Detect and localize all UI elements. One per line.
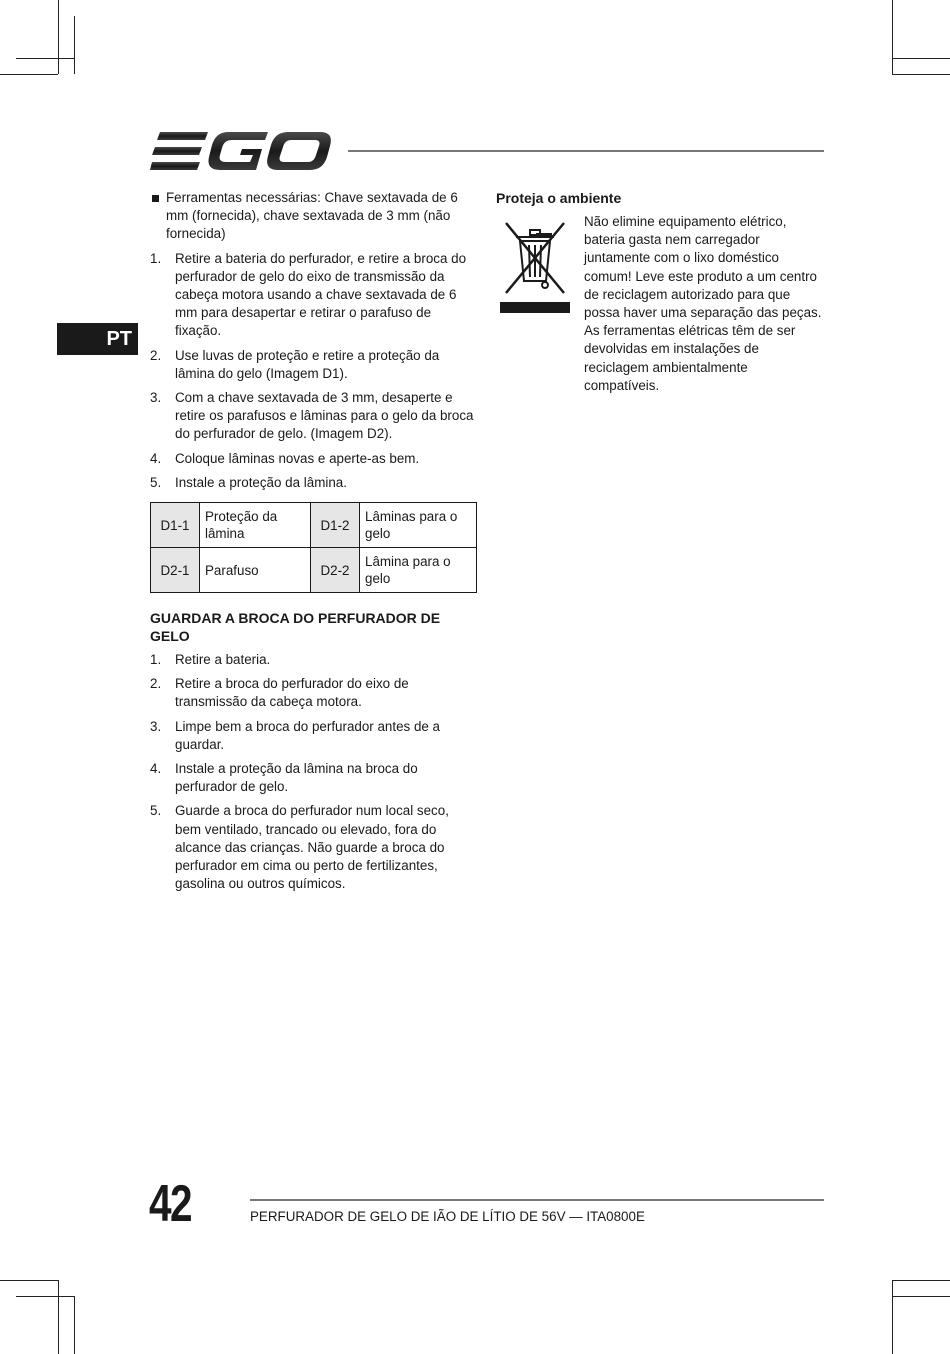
storage-section-title: GUARDAR A BROCA DO PERFURADOR DE GELO xyxy=(150,610,441,645)
ego-logo xyxy=(150,130,332,172)
part-code: D2-1 xyxy=(151,548,200,593)
list-item xyxy=(150,675,478,711)
crop-mark xyxy=(0,74,58,75)
crop-mark xyxy=(74,1296,75,1354)
step-text: Instale a proteção da lâmina. xyxy=(175,474,347,490)
left-column xyxy=(150,189,478,899)
step-text: Use luvas de proteção e retire a proteção da lâmina do gelo (Imagem D1). xyxy=(175,347,440,381)
weee-crossed-bin-icon xyxy=(500,215,570,313)
page-number: 42 xyxy=(149,1175,191,1233)
footer-rule xyxy=(250,1199,824,1201)
list-item xyxy=(150,760,478,796)
list-item xyxy=(150,718,478,754)
table-row xyxy=(151,548,477,593)
step-number: 3. xyxy=(150,718,162,734)
crop-mark xyxy=(58,0,59,74)
bullet-text: Ferramentas necessárias: Chave sextavada de 6 mm (fornecida), chave sextavada de 3 mm (não fornecida) xyxy=(166,190,458,242)
bullet-square-icon xyxy=(152,195,159,202)
part-label: Lâmina para o gelo xyxy=(360,548,477,593)
step-text: Guarde a broca do perfurador num local seco, bem ventilado, trancado ou elevado, fora do alcance das crianças. Não guarde a broca do perfurador em cima ou perto de fertilizantes, gasolina ou outros químicos. xyxy=(175,803,449,892)
crop-mark xyxy=(892,1280,893,1354)
step-text: Retire a bateria do perfurador, e retire a broca do perfurador de gelo do eixo de transmissão da cabeça motora usando a chave sextavada de 6 mm para desapertar e retirar o parafuso de fixação. xyxy=(175,250,467,339)
list-item xyxy=(150,250,478,341)
environment-section xyxy=(496,213,826,395)
tools-required-bullet xyxy=(150,189,478,244)
table-row xyxy=(151,503,477,548)
step-number: 4. xyxy=(150,761,162,777)
crop-mark xyxy=(892,1280,950,1281)
crop-mark xyxy=(16,58,74,59)
crop-mark xyxy=(892,1296,950,1297)
step-text: Retire a broca do perfurador do eixo de transmissão da cabeça motora. xyxy=(175,676,409,710)
part-code: D1-1 xyxy=(151,503,200,548)
replacement-steps xyxy=(150,250,478,492)
crop-mark xyxy=(892,74,950,75)
step-number: 1. xyxy=(150,652,162,668)
header-rule xyxy=(348,150,824,152)
crop-mark xyxy=(892,58,950,59)
step-number: 2. xyxy=(150,676,162,692)
crop-mark xyxy=(74,16,75,74)
part-code: D1-2 xyxy=(311,503,360,548)
step-text: Limpe bem a broca do perfurador antes de a guardar. xyxy=(175,718,441,752)
list-item xyxy=(150,389,478,444)
step-text: Retire a bateria. xyxy=(175,652,271,668)
list-item xyxy=(150,651,478,669)
right-column xyxy=(496,189,826,395)
list-item xyxy=(150,450,478,468)
list-item xyxy=(150,347,478,383)
crop-mark xyxy=(58,1280,59,1354)
step-number: 5. xyxy=(150,803,162,819)
step-text: Coloque lâminas novas e aperte-as bem. xyxy=(175,450,420,466)
step-text: Instale a proteção da lâmina na broca do perfurador de gelo. xyxy=(175,761,418,795)
step-number: 4. xyxy=(150,450,162,466)
crop-mark xyxy=(892,0,893,74)
step-number: 1. xyxy=(150,250,162,266)
part-label: Lâminas para o gelo xyxy=(360,503,477,548)
part-label: Proteção da lâmina xyxy=(200,503,311,548)
step-number: 2. xyxy=(150,347,162,363)
environment-text: Não elimine equipamento elétrico, bateria gasta nem carregador juntamente com o lixo doméstico comum! Leve este produto a um centro de reciclagem autorizado para que possa haver uma separação das peças. As ferramentas elétricas têm de ser devolvidas em instalações de reciclagem ambientalmente compatíveis. xyxy=(584,214,822,393)
part-label: Parafuso xyxy=(200,548,311,593)
step-text: Com a chave sextavada de 3 mm, desaperte e retire os parafusos e lâminas para o gelo da broca do perfurador de gelo. (Imagem D2). xyxy=(175,390,474,442)
list-item xyxy=(150,474,478,492)
list-item xyxy=(150,802,478,893)
part-code: D2-2 xyxy=(311,548,360,593)
step-number: 5. xyxy=(150,474,162,490)
language-tab: PT xyxy=(57,323,138,355)
environment-title: Proteja o ambiente xyxy=(496,190,622,206)
crop-mark xyxy=(0,1280,58,1281)
storage-steps xyxy=(150,651,478,893)
step-number: 3. xyxy=(150,390,162,406)
footer-product-title: PERFURADOR DE GELO DE IÃO DE LÍTIO DE 56V — ITA0800E xyxy=(250,1209,645,1224)
crop-mark xyxy=(16,1296,74,1297)
parts-table xyxy=(150,502,477,593)
